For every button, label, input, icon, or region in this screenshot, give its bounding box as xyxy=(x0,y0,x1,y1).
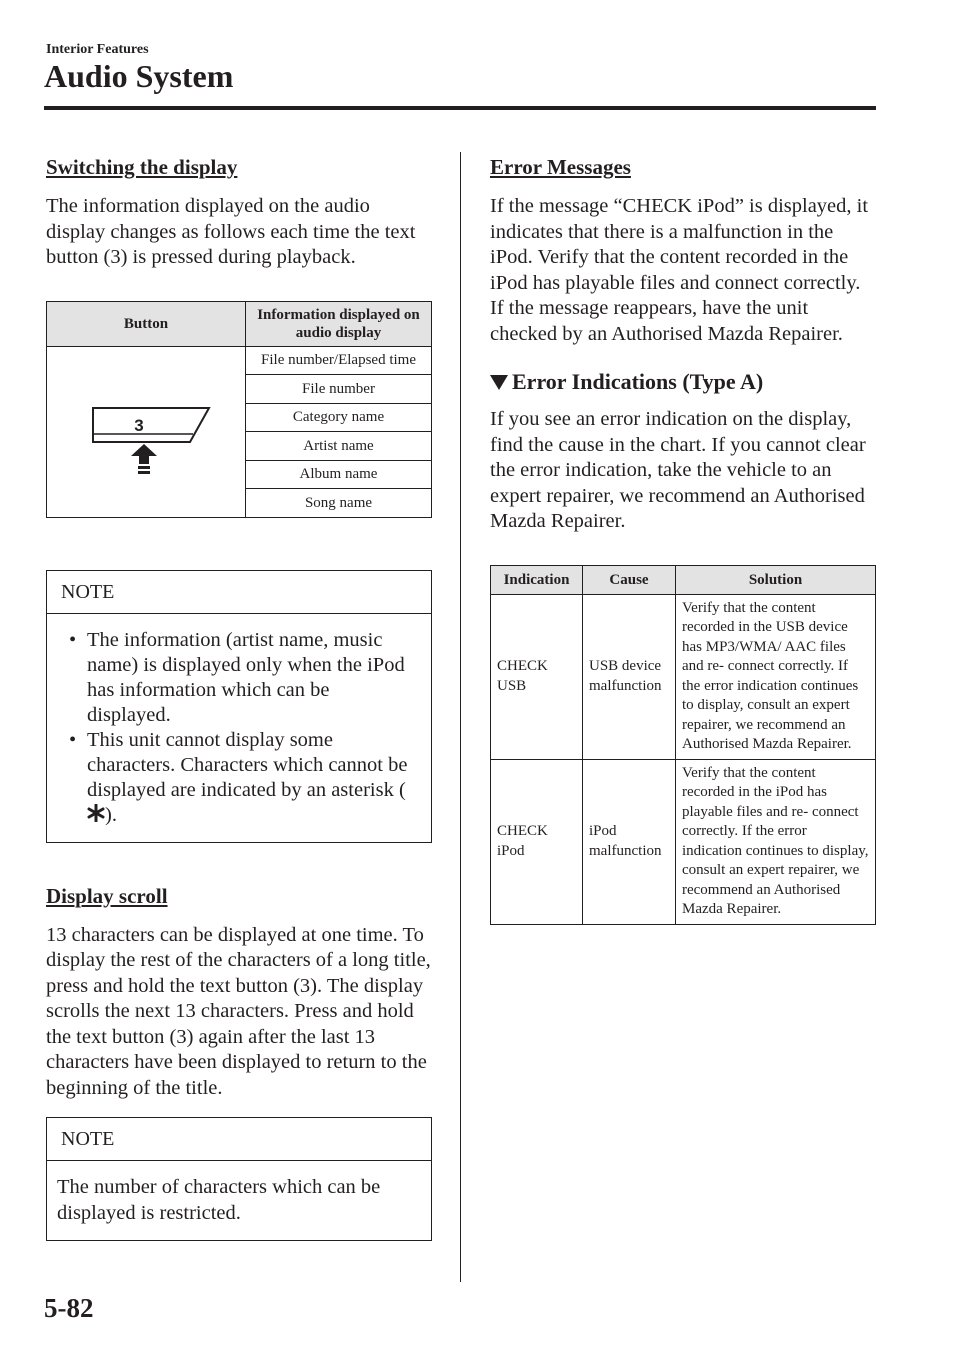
col-info-header: Information displayed on audio display xyxy=(246,301,432,346)
scroll-heading: Display scroll xyxy=(46,883,168,908)
bullet: • xyxy=(69,728,77,751)
error-table-header xyxy=(491,565,876,594)
display-table xyxy=(46,301,432,518)
table-row xyxy=(491,594,876,759)
info-row-1: File number/Elapsed time xyxy=(246,346,432,375)
col-solution-header: Solution xyxy=(676,565,876,594)
info-row-5: Album name xyxy=(246,460,432,489)
note-box-2 xyxy=(46,1117,432,1241)
note-item-text: This unit cannot display some characters. Characters which cannot be displayed are indicated by an asterisk ( xyxy=(87,728,408,801)
switching-heading: Switching the display xyxy=(46,155,238,179)
left-column xyxy=(46,152,432,1241)
table-row xyxy=(47,346,432,375)
note-item xyxy=(61,628,417,728)
note-heading: NOTE xyxy=(47,571,431,614)
right-column xyxy=(490,152,876,925)
indications-heading: Error Indications (Type A) xyxy=(512,369,764,394)
column-divider xyxy=(460,152,461,1282)
info-row-6: Song name xyxy=(246,489,432,518)
press-hand-icon xyxy=(131,444,157,474)
switching-text: The information displayed on the audio display changes as follows each time the text button (3) is pressed during playback. xyxy=(46,195,416,268)
note-item-text: The information (artist name, music name) is displayed only when the iPod has information which can be displayed. xyxy=(87,628,405,726)
cause-cell: iPod malfunction xyxy=(583,759,676,924)
indication-cell: CHECK iPod xyxy=(491,759,583,924)
indications-text: If you see an error indication on the display, find the cause in the chart. If you cannot clear the error indication, take the vehicle to an expert repairer, we recommend an Authorised Mazda Repairer. xyxy=(490,408,866,532)
col-cause-header: Cause xyxy=(583,565,676,594)
info-row-4: Artist name xyxy=(246,432,432,461)
errors-heading: Error Messages xyxy=(490,155,631,179)
note-item-suffix: ). xyxy=(105,803,117,826)
info-row-2: File number xyxy=(246,375,432,404)
text-button-illustration xyxy=(47,347,237,517)
triangle-marker-icon xyxy=(490,375,508,390)
note-item xyxy=(61,728,417,828)
title-rule xyxy=(44,106,876,110)
page-number: 5-82 xyxy=(44,1293,94,1323)
note-list xyxy=(61,628,417,828)
button-illustration-cell xyxy=(47,346,246,517)
button-number-label: 3 xyxy=(134,415,144,435)
col-button-header: Button xyxy=(47,301,246,346)
section-label: Interior Features xyxy=(46,42,149,57)
indications-heading-row xyxy=(490,367,876,397)
info-row-3: Category name xyxy=(246,403,432,432)
bullet: • xyxy=(69,628,77,651)
display-table-header xyxy=(47,301,432,346)
page-title: Audio System xyxy=(44,58,234,94)
error-table xyxy=(490,565,876,925)
asterisk-icon xyxy=(87,804,105,822)
solution-cell: Verify that the content recorded in the iPod has playable files and re- connect correctly. If the error indication continues to display, consult an expert repairer, we recommend an Authorised Mazda Repairer. xyxy=(676,759,876,924)
errors-text: If the message “CHECK iPod” is displayed, it indicates that there is a malfunction in the iPod. Verify that the content recorded in the iPod has playable files and connect correctly. If the message reappears, have the unit checked by an Authorised Mazda Repairer. xyxy=(490,195,869,345)
solution-cell: Verify that the content recorded in the USB device has MP3/WMA/ AAC files and re- connect correctly. If the error indication continues to display, consult an expert repairer, we recommend an Authorised Mazda Repairer. xyxy=(676,594,876,759)
cause-cell: USB device malfunction xyxy=(583,594,676,759)
table-row xyxy=(491,759,876,924)
note-heading: NOTE xyxy=(47,1118,431,1161)
note-box-1 xyxy=(46,570,432,843)
col-indication-header: Indication xyxy=(491,565,583,594)
indication-cell: CHECK USB xyxy=(491,594,583,759)
note-text: The number of characters which can be displayed is restricted. xyxy=(57,1176,381,1224)
scroll-text: 13 characters can be displayed at one time. To display the rest of the characters of a long title, press and hold the text button (3). The display scrolls the next 13 characters. Press and hold the text button (3) again after the last 13 characters have been displayed to return to the beginning of the title. xyxy=(46,923,431,1099)
